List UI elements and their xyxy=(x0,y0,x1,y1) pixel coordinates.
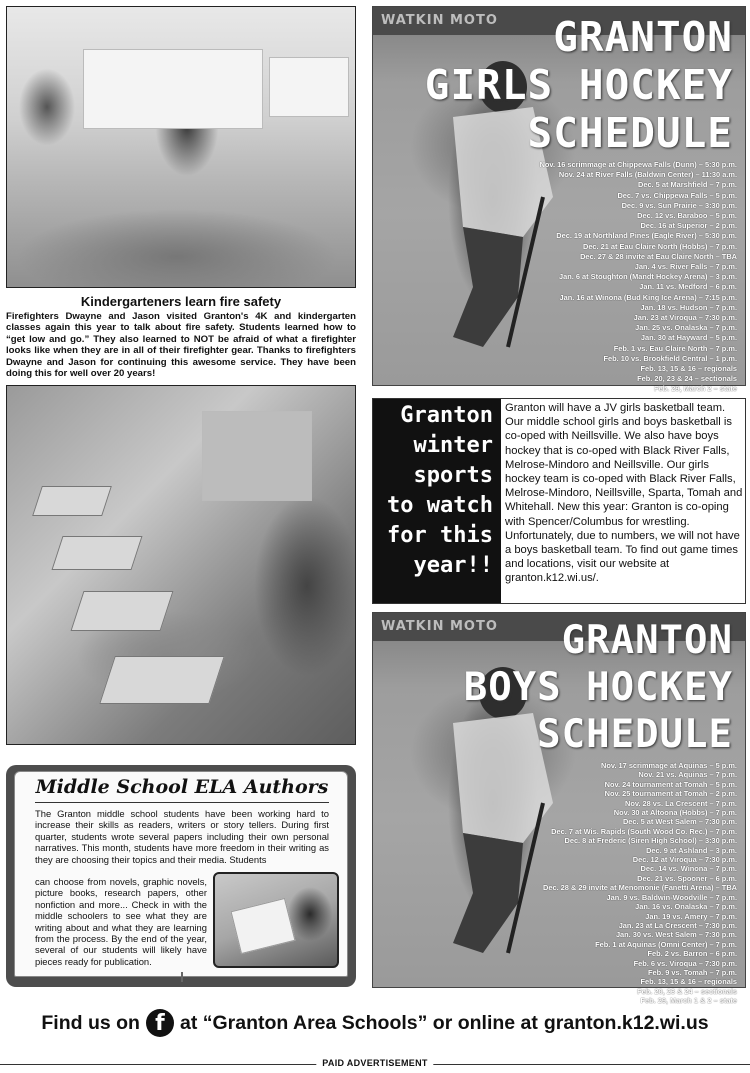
schedule-entry: Dec. 19 at Northland Pines (Eagle River) – 5:30 p.m. xyxy=(556,231,737,241)
ela-authors-book xyxy=(6,765,356,987)
schedule-entry: Dec. 7 vs. Chippewa Falls – 5 p.m. xyxy=(617,190,737,200)
schedule-entry: Jan. 23 at Viroqua – 7:30 p.m. xyxy=(633,313,737,323)
schedule-entry: Jan. 19 vs. Amery – 7 p.m. xyxy=(645,911,737,921)
schedule-entry: Jan. 30 vs. West Salem – 7:30 p.m. xyxy=(615,930,737,940)
schedule-entry: Nov. 30 at Altoona (Hobbs) – 7 p.m. xyxy=(613,808,737,818)
winter-sports-box xyxy=(372,398,746,604)
schedule-entry: Jan. 16 at Winona (Bud King Ice Arena) – 7:15 p.m. xyxy=(559,292,737,302)
schedule-entry: Feb. 9 vs. Tomah – 7 p.m. xyxy=(648,967,737,977)
schedule-entry: Dec. 5 at West Salem – 7:30 p.m. xyxy=(622,817,737,827)
schedule-entry: Dec. 12 at Viroqua – 7:30 p.m. xyxy=(632,855,737,865)
schedule-entry: Nov. 17 scrimmage at Aquinas – 5 p.m. xyxy=(601,761,737,770)
schedule-entry: Jan. 4 vs. River Falls – 7 p.m. xyxy=(634,262,737,272)
schedule-entry: Feb. 20, 23 & 24 – sectionals xyxy=(637,374,737,384)
firefighter-classroom-photo xyxy=(6,6,356,288)
schedule-entry: Jan. 16 vs. Onalaska – 7 p.m. xyxy=(635,902,737,912)
schedule-entry: Feb. 10 vs. Brookfield Central – 1 p.m. xyxy=(603,353,737,363)
ela-body-top: The Granton middle school students have been working hard to increase their skills as readers, writers or story tellers. During first quarter, students wrote several papers including their own personal narratives. This month, students have more freedom in their writing as they are choosing their topics and their media. Students xyxy=(35,808,329,865)
paid-advertisement-banner xyxy=(0,1058,750,1070)
girls-schedule-list xyxy=(540,160,737,395)
schedule-entry: Dec. 21 vs. Spooner – 6 p.m. xyxy=(637,873,737,883)
schedule-entry: Dec. 9 at Ashland – 3 p.m. xyxy=(646,845,737,855)
fire-safety-article xyxy=(6,294,356,379)
paid-advertisement-label: PAID ADVERTISEMENT xyxy=(316,1058,433,1068)
schedule-entry: Feb. 2 vs. Barron – 6 p.m. xyxy=(647,949,737,959)
schedule-entry: Dec. 27 & 28 invite at Eau Claire North – TBA xyxy=(580,251,737,261)
student-writing-photo xyxy=(213,872,339,968)
schedule-entry: Nov. 16 scrimmage at Chippewa Falls (Dunn) – 5:30 p.m. xyxy=(539,160,737,169)
schedule-entry: Feb. 1 vs. Eau Claire North – 7 p.m. xyxy=(613,343,737,353)
schedule-entry: Feb. 6 vs. Viroqua – 7:30 p.m. xyxy=(633,958,737,968)
schedule-entry: Feb. 13, 15 & 16 – regionals xyxy=(640,364,737,374)
schedule-entry: Jan. 25 vs. Onalaska – 7 p.m. xyxy=(635,323,737,333)
schedule-entry: Feb. 20, 23 & 24 – sectionals xyxy=(637,986,737,996)
schedule-entry: Nov. 25 tournament at Tomah – 2 p.m. xyxy=(604,789,737,799)
schedule-entry: Dec. 5 at Marshfield – 7 p.m. xyxy=(638,180,737,190)
boys-hockey-title: GRANTON BOYS HOCKEY SCHEDULE xyxy=(463,618,733,757)
winter-sports-tag: Granton winter sports to watch for this year!! xyxy=(373,399,501,603)
schedule-entry: Nov. 21 vs. Aquinas – 7 p.m. xyxy=(638,770,737,780)
whiteboard xyxy=(83,49,263,129)
schedule-entry: Dec. 8 at Frederic (Siren High School) – 3:30 p.m. xyxy=(564,836,737,846)
desk xyxy=(32,486,112,516)
desk xyxy=(71,591,174,631)
schedule-entry: Feb. 1 at Aquinas (Omni Center) – 7 p.m. xyxy=(595,939,737,949)
schedule-entry: Nov. 28 vs. La Crescent – 7 p.m. xyxy=(624,798,737,808)
classroom-desks-photo xyxy=(6,385,356,745)
schedule-entry: Feb. 29, March 2 – state xyxy=(654,384,737,394)
footer-prefix: Find us on xyxy=(41,1011,140,1034)
desk xyxy=(99,656,225,704)
fire-safety-headline: Kindergarteners learn fire safety xyxy=(80,294,282,309)
schedule-entry: Jan. 11 vs. Medford – 6 p.m. xyxy=(639,282,737,292)
schedule-entry: Dec. 14 vs. Winona – 7 p.m. xyxy=(640,864,737,874)
schedule-entry: Jan. 18 vs. Hudson – 7 p.m. xyxy=(640,302,737,312)
footer xyxy=(0,1003,750,1043)
schedule-entry: Dec. 21 at Eau Claire North (Hobbs) – 7 p.m. xyxy=(582,241,737,251)
schedule-entry: Dec. 12 vs. Baraboo – 5 p.m. xyxy=(637,211,737,221)
schedule-entry: Dec. 28 & 29 invite at Menomonie (Fanetti Arena) – TBA xyxy=(543,883,737,893)
desk xyxy=(51,536,142,570)
schedule-entry: Jan. 9 vs. Baldwin-Woodville – 7 p.m. xyxy=(606,892,737,902)
rink-boards: WATKIN MOTO xyxy=(373,7,745,35)
facebook-icon[interactable]: f xyxy=(146,1009,174,1037)
schedule-entry: Dec. 16 at Superior – 2 p.m. xyxy=(640,221,737,231)
schedule-entry: Jan. 6 at Stoughton (Mandt Hockey Arena) – 3 p.m. xyxy=(559,272,737,282)
boys-schedule-list xyxy=(543,761,737,1006)
paper xyxy=(231,898,296,954)
schedule-entry: Dec. 9 vs. Sun Prairie – 3:30 p.m. xyxy=(621,200,737,210)
schedule-entry: Jan. 23 at La Crescent – 7:30 p.m. xyxy=(618,920,737,930)
divider xyxy=(35,802,329,803)
website-link[interactable]: granton.k12.wi.us xyxy=(543,1011,709,1034)
schedule-entry: Feb. 13, 15 & 16 – regionals xyxy=(640,977,737,987)
girls-hockey-schedule xyxy=(372,6,746,394)
schedule-entry: Jan. 30 at Hayward – 5 p.m. xyxy=(640,333,737,343)
schedule-entry: Nov. 24 tournament at Tomah – 5 p.m. xyxy=(604,779,737,789)
schedule-entry: Nov. 24 at River Falls (Baldwin Center) – 11:30 a.m. xyxy=(558,170,737,180)
boys-hockey-schedule xyxy=(372,612,746,1006)
wall-poster xyxy=(269,57,349,117)
girls-hockey-title: GRANTON GIRLS HOCKEY SCHEDULE xyxy=(424,13,733,157)
bulletin-board xyxy=(202,411,312,501)
ela-body-bottom: can choose from novels, graphic novels, picture books, research papers, other nonfiction and more... Check in with the middle schoolers to see what they are writing about and what they are learning from the process. By the end of the year, several of our students will likely have pieces ready for publication. xyxy=(35,876,207,967)
schedule-entry: Feb. 29, March 1 & 2 – state xyxy=(640,996,737,1006)
fire-safety-body: Firefighters Dwayne and Jason visited Granton's 4K and kindergarten classes again this year to talk about fire safety. Students learned how to “get low and go.” They also learned to NOT be afraid of what a firefighter looks like when they are in all of their firefighter gear. Thanks to firefighters Dwayne and Jason for continuing this awesome service. They have been doing this for well over 20 years! xyxy=(6,311,356,380)
rink-boards: WATKIN MOTO xyxy=(373,613,745,641)
ela-title: Middle School ELA Authors xyxy=(35,776,329,798)
schedule-entry: Dec. 7 at Wis. Rapids (South Wood Co. Rec.) – 7 p.m. xyxy=(551,826,737,836)
winter-sports-body: Granton will have a JV girls basketball team. Our middle school girls and boys basketball is co-oped with Neillsville. We also have boys hockey that is co-oped with Black River Falls, Melrose-Mindoro and Neillsville. Our girls hockey team is co-oped with Black River Falls, Melrose-Mindoro, Neillsville, Sparta, Tomah and Whitehall. New this year: Granton is co-oping with Spencer/Columbus for wrestling. Unfortunately, due to numbers, we will not have a boys basketball team. To find out game times and locations, visit our website at granton.k12.wi.us/. xyxy=(505,402,743,585)
book-page xyxy=(14,771,348,977)
footer-middle: at “Granton Area Schools” or online at xyxy=(179,1011,538,1034)
